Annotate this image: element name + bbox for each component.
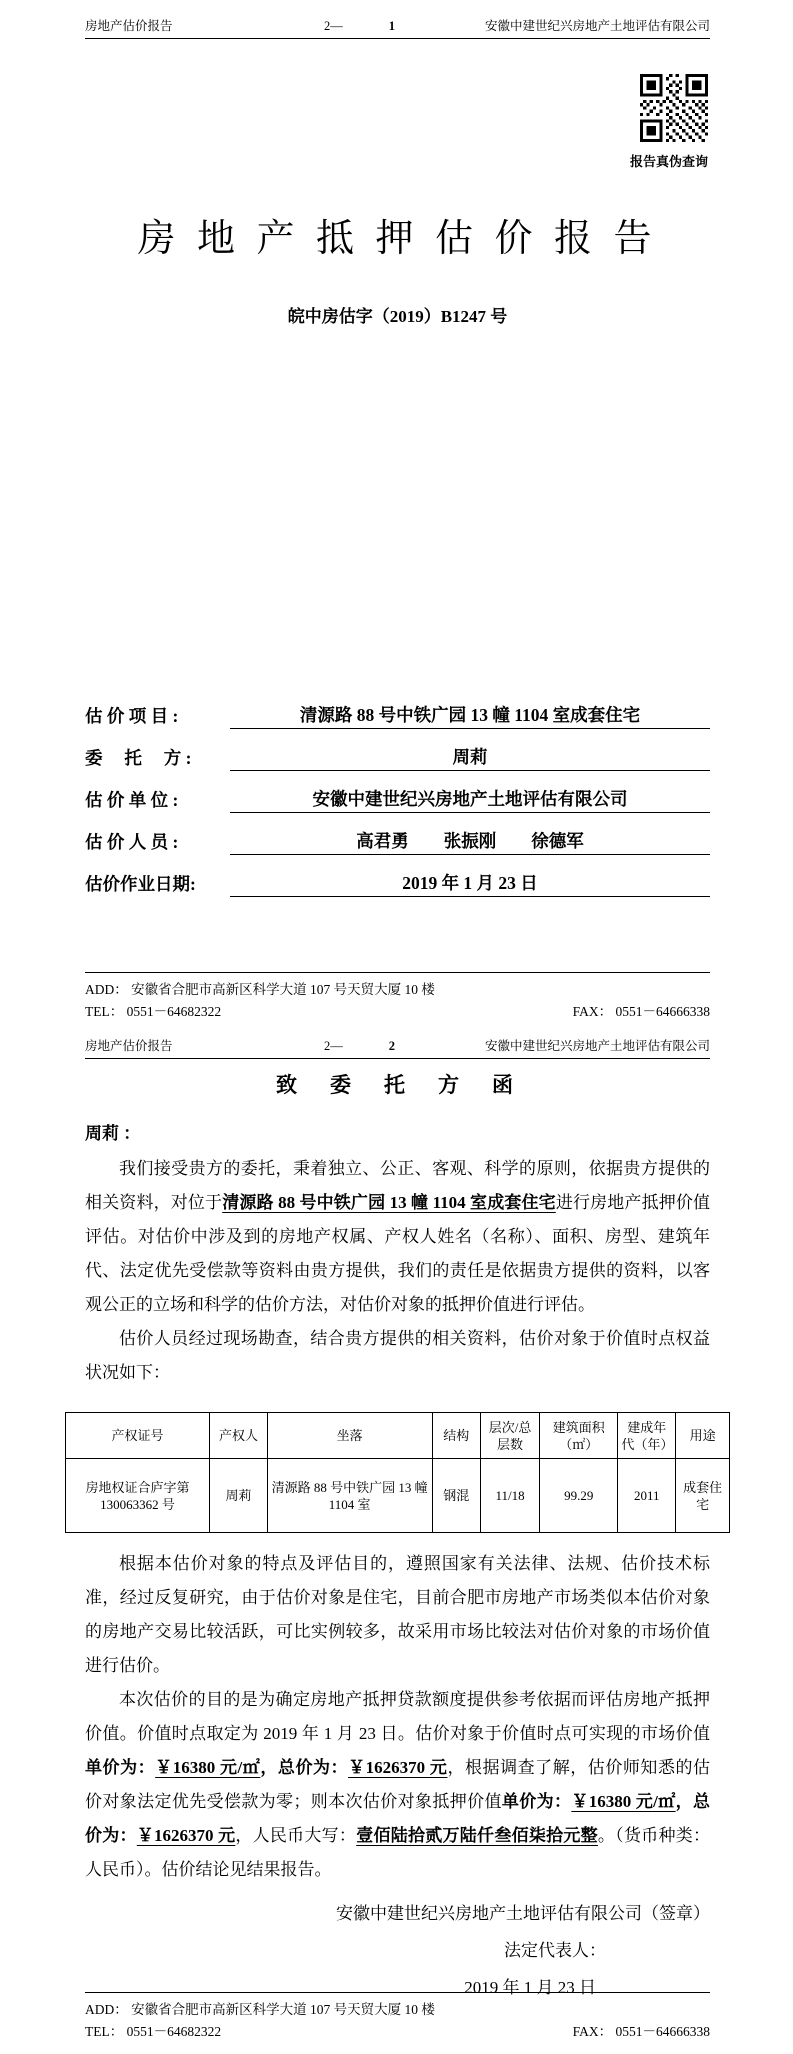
paragraph-4 [85, 1683, 710, 1887]
form-value: 周莉 [230, 744, 710, 771]
qr-code-icon [640, 74, 708, 142]
form-row-agency [85, 771, 710, 813]
qr-caption: 报告真伪查询 [629, 154, 708, 169]
paragraph-2: 估价人员经过现场勘查，结合贵方提供的相关资料，估价对象于价值时点权益状况如下： [85, 1329, 710, 1382]
form-label: 估 价 项 目 : [85, 706, 179, 726]
form-value: 安徽中建世纪兴房地产土地评估有限公司 [230, 786, 710, 813]
header-company: 安徽中建世纪兴房地产土地评估有限公司 [484, 19, 710, 33]
paragraph-1-text: 进行房地产抵押价值评估。对估价中涉及到的房地产权属、产权人姓名（名称）、面积、房型、建筑年代、法定优先受偿款等资料由贵方提供，我们的责任是依据贵方提供的资料，以客观公正的立场和科学的估价方法，对估价对象的抵押价值进行评估。 [85, 1193, 711, 1314]
amount-in-words: 壹佰陆拾贰万陆仟叁佰柒拾元整 [356, 1826, 598, 1845]
table-cell: 房地权证合庐字第 130063362 号 [66, 1459, 210, 1533]
report-title: 房 地 产 抵 押 估 价 报 告 [137, 218, 658, 260]
paragraph-4-text: ，根据调查了解，估价师知悉的估价对象法定优先受偿款为零；则本次估价对象抵押价值 [85, 1758, 711, 1811]
footer-tel: TEL： 0551－64682322 [85, 2024, 222, 2039]
table-header-row [66, 1413, 730, 1459]
form-value: 清源路 88 号中铁广园 13 幢 1104 室成套住宅 [230, 702, 710, 729]
header-doc-type: 房地产估价报告 [85, 19, 173, 33]
unit-price-label: 单价为： [501, 1792, 572, 1811]
paragraph-4-text: 本次估价的目的是为确定房地产抵押贷款额度提供参考依据而评估房地产抵押价值。价值时点取定为 2019 年 1 月 23 日。估价对象于价值时点可实现的市场价值 [85, 1690, 710, 1743]
table-cell: 清源路 88 号中铁广园 13 幢 1104 室 [267, 1459, 432, 1533]
page-2 [0, 1028, 793, 2054]
form-label: 委 托 方 : [85, 748, 192, 768]
header-company: 安徽中建世纪兴房地产土地评估有限公司 [484, 1039, 710, 1053]
table-row [66, 1459, 730, 1533]
form-row-client [85, 729, 710, 771]
property-rights-table [65, 1412, 730, 1533]
form-row-date [85, 855, 710, 897]
paragraph-1 [85, 1152, 710, 1322]
paragraph-1-text: 我们接受贵方的委托，秉着独立、公正、客观、科学的原则，依据贵方提供的相关资料，对位于 [85, 1159, 710, 1212]
form-label: 估 价 单 位 : [85, 790, 179, 810]
unit-price-label: 单价为： [85, 1758, 156, 1777]
qr-block [578, 74, 708, 170]
signature-date: 2019 年 1 月 23 日 [464, 1978, 596, 1997]
running-header [85, 0, 710, 39]
footer-address: ADD： 安徽省合肥市高新区科学大道 107 号天贸大厦 10 楼 [85, 2002, 435, 2017]
form-value: 2019 年 1 月 23 日 [230, 870, 710, 897]
header-page-numbering [324, 1039, 395, 1054]
total-price-label: 总价为： [85, 1792, 711, 1845]
running-header [85, 1028, 710, 1059]
market-unit-price: ￥16380 元/㎡ [155, 1758, 261, 1777]
table-cell: 2011 [618, 1459, 676, 1533]
table-cell: 99.29 [540, 1459, 618, 1533]
table-header-cell: 建成年代（年） [618, 1413, 676, 1459]
table-header-cell: 建筑面积（㎡） [540, 1413, 618, 1459]
table-header-cell: 层次/总层数 [480, 1413, 539, 1459]
table-cell: 周莉 [210, 1459, 268, 1533]
footer-address: ADD： 安徽省合肥市高新区科学大道 107 号天贸大厦 10 楼 [85, 982, 435, 997]
mortgage-total-price: ￥1626370 元 [136, 1826, 236, 1845]
property-table-wrap [65, 1412, 730, 1533]
header-doc-type: 房地产估价报告 [85, 1039, 173, 1053]
table-header-cell: 用途 [676, 1413, 730, 1459]
table-cell: 钢混 [432, 1459, 480, 1533]
paragraph-4-text: ，人民币大写： [235, 1826, 357, 1845]
salutation: 周莉 ： [85, 1124, 141, 1143]
header-page-numbering [324, 19, 395, 34]
paragraph-3: 根据本估价对象的特点及评估目的，遵照国家有关法律、法规、估价技术标准，经过反复研究，由于估价对象是住宅，目前合肥市房地产市场类似本估价对象的房地产交易比较活跃，可比实例较多，故采用市场比较法对估价对象的市场价值进行估价。 [85, 1554, 710, 1675]
footer-fax: FAX： 0551－64666338 [572, 1004, 710, 1019]
page-footer [85, 1992, 710, 2040]
table-cell: 成套住宅 [676, 1459, 730, 1533]
mortgage-unit-price: ￥16380 元/㎡ [571, 1792, 676, 1811]
letter-title: 致 委 托 方 函 [276, 1073, 519, 1097]
appraisal-cover-form [85, 687, 710, 897]
market-total-price: ￥1626370 元 [348, 1758, 448, 1777]
page-footer [85, 972, 710, 1020]
header-total-pages: 2— [324, 1039, 343, 1053]
form-label: 估价作业日期: [85, 874, 196, 894]
paragraph-4-text: ， [675, 1792, 694, 1811]
table-header-cell: 坐落 [267, 1413, 432, 1459]
table-header-cell: 产权证号 [66, 1413, 210, 1459]
header-page-number: 1 [388, 19, 395, 33]
signature-legal-rep: 法定代表人： [504, 1941, 606, 1960]
header-total-pages: 2— [324, 19, 343, 33]
paragraph-4-text: ， [260, 1758, 278, 1777]
footer-tel: TEL： 0551－64682322 [85, 1004, 222, 1019]
form-value: 高君勇 张振刚 徐德军 [230, 828, 710, 855]
form-row-appraisers [85, 813, 710, 855]
appraisal-subject: 清源路 88 号中铁广园 13 幢 1104 室成套住宅 [222, 1193, 556, 1212]
header-page-number: 2 [388, 1039, 395, 1053]
table-header-cell: 结构 [432, 1413, 480, 1459]
form-label: 估 价 人 员 : [85, 832, 179, 852]
signature-block [85, 1895, 710, 2006]
table-header-cell: 产权人 [210, 1413, 268, 1459]
paragraph-4-text: 。（货币种类：人民币）。估价结论见结果报告。 [85, 1826, 711, 1879]
footer-fax: FAX： 0551－64666338 [572, 2024, 710, 2039]
total-price-label: 总价为： [277, 1758, 349, 1777]
report-number: 皖中房估字（2019）B1247 号 [287, 307, 508, 326]
table-cell: 11/18 [480, 1459, 539, 1533]
form-row-project [85, 687, 710, 729]
signature-company: 安徽中建世纪兴房地产土地评估有限公司（签章） [336, 1904, 710, 1923]
